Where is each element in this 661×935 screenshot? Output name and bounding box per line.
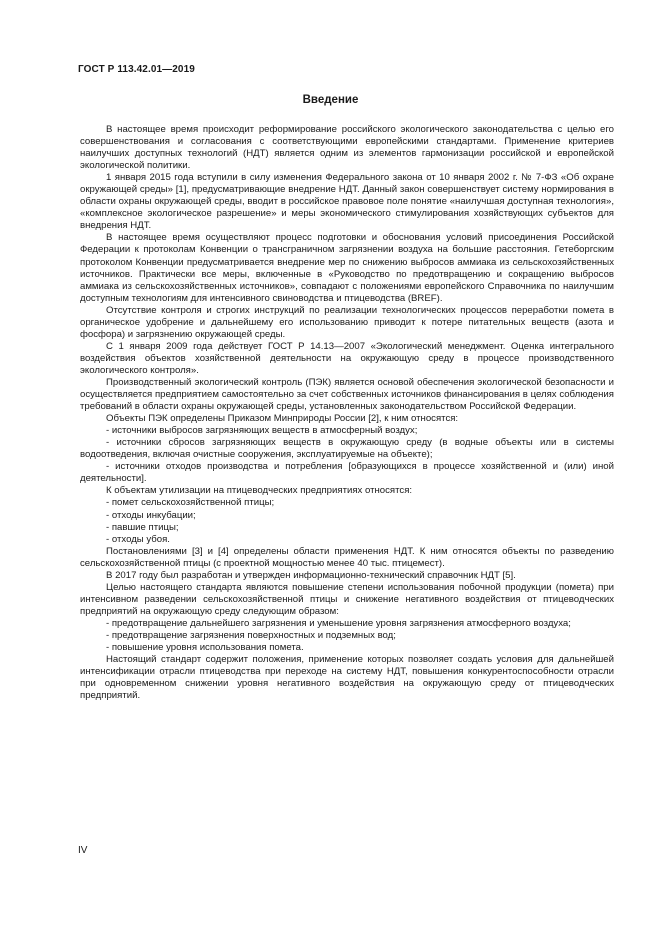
paragraph: Объекты ПЭК определены Приказом Минприроды России [2], к ним относятся: bbox=[106, 413, 459, 425]
body-text bbox=[80, 124, 614, 702]
list-item: - повышение уровня использования помета. bbox=[106, 642, 304, 654]
list-item: - предотвращение дальнейшего загрязнения и уменьшение уровня загрязнения атмосферного воздуха; bbox=[106, 617, 571, 629]
list-item: - источники отходов производства и потребления [образующихся в процессе хозяйственной и (или) иной деятельности]. bbox=[80, 461, 614, 485]
paragraph: С 1 января 2009 года действует ГОСТ Р 14.13—2007 «Экологический менеджмент. Оценка интегрального воздействия объектов хозяйственной деятельности на окружающую среду в процессе производственного экологического контроля». bbox=[80, 340, 614, 376]
paragraph: Настоящий стандарт содержит положения, применение которых позволяет создать условия для дальнейшей интенсификации отрасли птицеводства при переходе на систему НДТ, повышения конкурентоспособности отрасли при одновременном снижении уровня негативного воздействия на окружающую среду от птицеводческих предприятий. bbox=[80, 654, 614, 702]
list-item: - источники сбросов загрязняющих веществ в окружающую среду (в водные объекты или в системы водоотведения, включая очистные сооружения, эксплуатируемые на объекте); bbox=[80, 437, 614, 461]
paragraph: В 2017 году был разработан и утвержден информационно-технический справочник НДТ [5]. bbox=[106, 569, 516, 581]
list-item: - предотвращение загрязнения поверхностных и подземных вод; bbox=[106, 629, 396, 641]
paragraph: 1 января 2015 года вступили в силу изменения Федерального закона от 10 января 2002 г. № 7-ФЗ «Об охране окружающей среды» [1], предусматривающие внедрение НДТ. Данный закон совершенствует систему нормирования в области охраны окружающей среды, вводит в российское правовое поле понятие «наилучшая доступная технология», «комплексное экологическое разрешение» и меры экономического стимулирования хозяйствующих субъектов для внедрения НДТ. bbox=[80, 172, 614, 232]
paragraph: К объектам утилизации на птицеводческих предприятиях относятся: bbox=[106, 485, 413, 497]
page-number: IV bbox=[78, 845, 88, 856]
section-title: Введение bbox=[302, 94, 359, 106]
paragraph: В настоящее время происходит реформирование российского экологического законодательства с целью его совершенствования и согласования с соответствующими европейскими стандартами. Применение критериев наилучших доступных технологий (НДТ) является одним из элементов гармонизации российской и европейской экологической политики. bbox=[80, 124, 614, 172]
paragraph: Отсутствие контроля и строгих инструкций по реализации технологических процессов переработки помета в органическое удобрение и дальнейшему его использованию приводит к потере питательных веществ (азота и фосфора) и загрязнению окружающей среды. bbox=[80, 304, 614, 340]
list-item: - павшие птицы; bbox=[106, 521, 179, 533]
list-item: - отходы инкубации; bbox=[106, 509, 196, 521]
list-item: - источники выбросов загрязняющих веществ в атмосферный воздух; bbox=[106, 425, 418, 437]
list-item: - помет сельскохозяйственной птицы; bbox=[106, 497, 275, 509]
list-item: - отходы убоя. bbox=[106, 533, 170, 545]
document-code-header: ГОСТ Р 113.42.01—2019 bbox=[78, 64, 195, 75]
paragraph: Постановлениями [3] и [4] определены области применения НДТ. К ним относятся объекты по разведению сельскохозяйственной птицы (с проектной мощностью менее 40 тыс. птицемест). bbox=[80, 545, 614, 569]
paragraph: Целью настоящего стандарта являются повышение степени использования побочной продукции (помета) при интенсивном разведении сельскохозяйственной птицы и снижение негативного воздействия от птицеводческих предприятий на окружающую среду следующим образом: bbox=[80, 581, 614, 617]
paragraph: В настоящее время осуществляют процесс подготовки и обоснования условий присоединения Российской Федерации к протоколам Конвенции о трансграничном загрязнении воздуха на большие расстояния. Гетеборгским протоколом Конвенции предусматривается внедрение мер по снижению выбросов аммиака из сельскохозяйственных источников. Практически все меры, включенные в «Руководство по предотвращению и сокращению выбросов аммиака из сельскохозяйственных источников», совпадают с положениями европейского Справочника по наилучшим доступным технологиям для интенсивного свиноводства и птицеводства (BREF). bbox=[80, 232, 614, 304]
paragraph: Производственный экологический контроль (ПЭК) является основой обеспечения экологической безопасности и осуществляется предприятием самостоятельно за счет собственных источников финансирования в целях соблюдения требований в области охраны окружающей среды, установленных законодательством Российской Федерации. bbox=[80, 376, 614, 413]
